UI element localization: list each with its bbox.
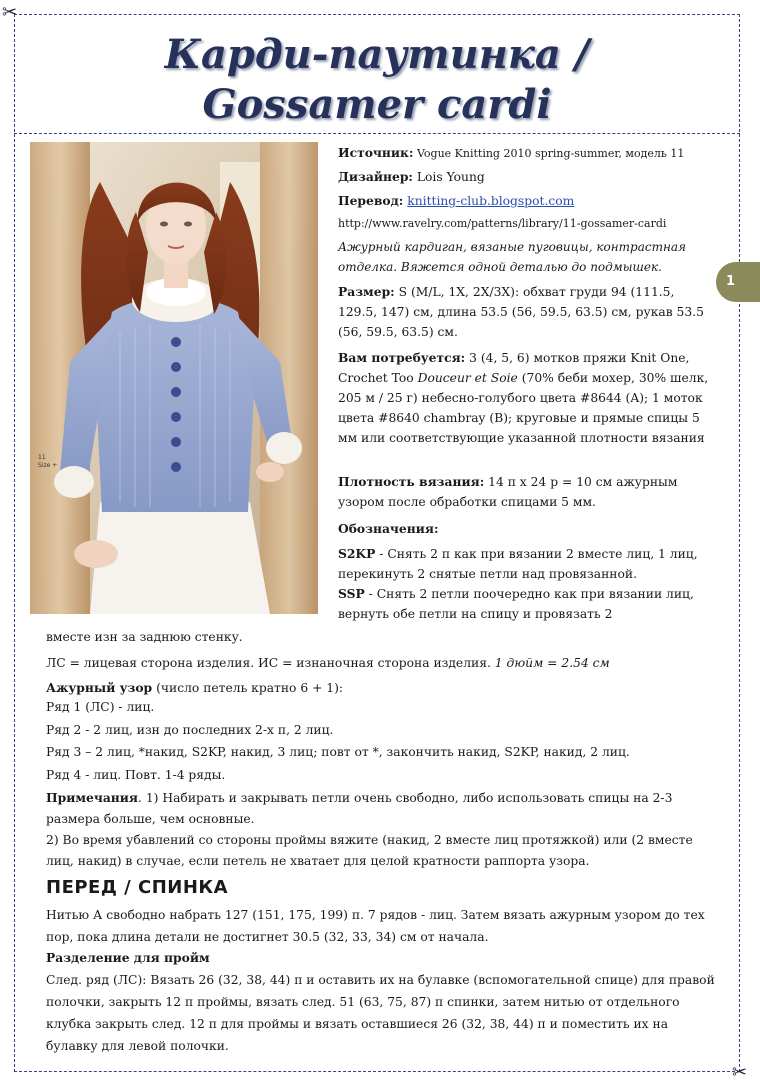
section-heading: ПЕРЕД / СПИНКА <box>46 877 229 898</box>
front-back-text: Нитью А свободно набрать 127 (151, 175, 199) п. 7 рядов - лиц. Затем вязать ажурным узором до тех пор, пока длина детали не достигнет 30.5 (32, 33, 34) см от начала. <box>46 908 705 944</box>
translation-link[interactable]: knitting-club.blogspot.com <box>407 194 575 208</box>
lace-row-2: Ряд 2 - 2 лиц, изн до последних 2-х п, 2 лиц. <box>46 723 334 737</box>
materials-value-1: 3 (4, 5, 6) мотков пряжи Knit One, Crochet Too <box>338 351 690 385</box>
abbreviations-heading <box>338 519 710 539</box>
gauge-paragraph <box>338 472 710 512</box>
lace-pattern-value: (число петель кратно 6 + 1): <box>152 681 344 695</box>
inch-note: 1 дюйм = 2.54 см <box>494 656 610 670</box>
s2kp-definition <box>338 544 710 584</box>
gauge-value: 14 п х 24 р = 10 см ажурным узором после обработки спицами 5 мм. <box>338 475 678 509</box>
model-photo-illustration <box>30 142 318 614</box>
scissors-icon: ✂ <box>732 1062 748 1083</box>
sides-note <box>46 652 716 674</box>
photo-size-label: 11 Size + <box>38 454 58 469</box>
armhole-heading <box>46 947 716 969</box>
title-line-2: Gossamer cardi <box>202 81 552 128</box>
pattern-description: Ажурный кардиган, вязаные пуговицы, контрастная отделка. Вяжется одной деталью до подмышек. <box>338 240 686 274</box>
ssp-label: SSP <box>338 586 365 601</box>
ssp-definition <box>338 584 710 624</box>
model-photo <box>30 142 318 614</box>
page-number: 1 <box>726 274 736 289</box>
lace-row-1: Ряд 1 (ЛС) - лиц. <box>46 700 155 714</box>
designer-line <box>338 167 710 187</box>
size-label: Размер: <box>338 284 395 299</box>
lace-row-3: Ряд 3 – 2 лиц, *накид, S2KP, накид, 3 лиц; повт от *, закончить накид, S2KP, накид, 2 лиц. <box>46 745 630 759</box>
armhole-text: След. ряд (ЛС): Вязать 26 (32, 38, 44) п и оставить их на булавке (вспомогательной спице) для правой полочки, закрыть 12 п проймы, вязать след. 51 (63, 75, 87) п спинки, затем нитью от отдельного клубка закрыть след. 12 п для проймы и вязать оставшиеся 26 (32, 38, 44) п и поместить их на булавку для левой полочки. <box>46 973 715 1053</box>
scissors-icon: ✂ <box>2 2 18 23</box>
note-2: 2) Во время убавлений со стороны проймы вяжите (накид, 2 вместе лиц протяжкой) или (2 вместе лиц, накид) в случае, если петель не хватает для целой кратности раппорта узора. <box>46 833 693 868</box>
translation-label: Перевод: <box>338 193 404 208</box>
notes-paragraph <box>46 787 716 830</box>
title-line-1: Карди-паутинка / <box>164 31 590 78</box>
sides-note-text: ЛС = лицевая сторона изделия. ИС = изнаночная сторона изделия. <box>46 656 495 670</box>
page-number-tab <box>716 262 760 302</box>
notes-value: . 1) Набирать и закрывать петли очень свободно, либо использовать спицы на 2-3 размера больше, чем основные. <box>46 791 673 826</box>
designer-label: Дизайнер: <box>338 169 413 184</box>
designer-value: Lois Young <box>412 170 485 184</box>
lace-row-4: Ряд 4 - лиц. Повт. 1-4 ряды. <box>46 768 226 782</box>
materials-paragraph <box>338 348 710 448</box>
ravelry-url[interactable]: http://www.ravelry.com/patterns/library/11-gossamer-cardi <box>338 217 667 230</box>
materials-value-2: (70% беби мохер, 30% шелк, 205 м / 25 г) небесно-голубого цвета #8644 (A); 1 моток цвета #8640 chambray (B); круговые и прямые спицы 5 мм или соответствующие указанной плотности вязания <box>338 371 709 445</box>
ssp-value: - Снять 2 петли поочередно как при вязании лиц, вернуть обе петли на спицу и провязать 2 <box>338 587 694 621</box>
size-paragraph <box>338 282 710 342</box>
notes-label: Примечания <box>46 790 139 805</box>
title-box <box>14 14 740 134</box>
ssp-continued: вместе изн за заднюю стенку. <box>46 630 243 644</box>
yarn-name: Douceur et Soie <box>417 371 518 385</box>
s2kp-value: - Снять 2 п как при вязании 2 вместе лиц, 1 лиц, перекинуть 2 снятые петли над провязанной. <box>338 547 698 581</box>
materials-label: Вам потребуется: <box>338 350 466 365</box>
lace-pattern-label: Ажурный узор <box>46 680 153 695</box>
source-line <box>338 143 710 164</box>
armhole-label: Разделение для пройм <box>46 950 210 965</box>
translation-line <box>338 191 710 211</box>
gauge-label: Плотность вязания: <box>338 474 485 489</box>
source-value: Vogue Knitting 2010 spring-summer, модель 11 <box>413 147 685 160</box>
source-label: Источник: <box>338 145 414 160</box>
page-title <box>14 14 740 130</box>
abbreviations-label: Обозначения: <box>338 521 439 536</box>
s2kp-label: S2KP <box>338 546 376 561</box>
size-value: S (M/L, 1X, 2X/3X): обхват груди 94 (111.5, 129.5, 147) см, длина 53.5 (56, 59.5, 63.5) см, рукав 53.5 (56, 59.5, 63.5) см. <box>338 285 704 339</box>
